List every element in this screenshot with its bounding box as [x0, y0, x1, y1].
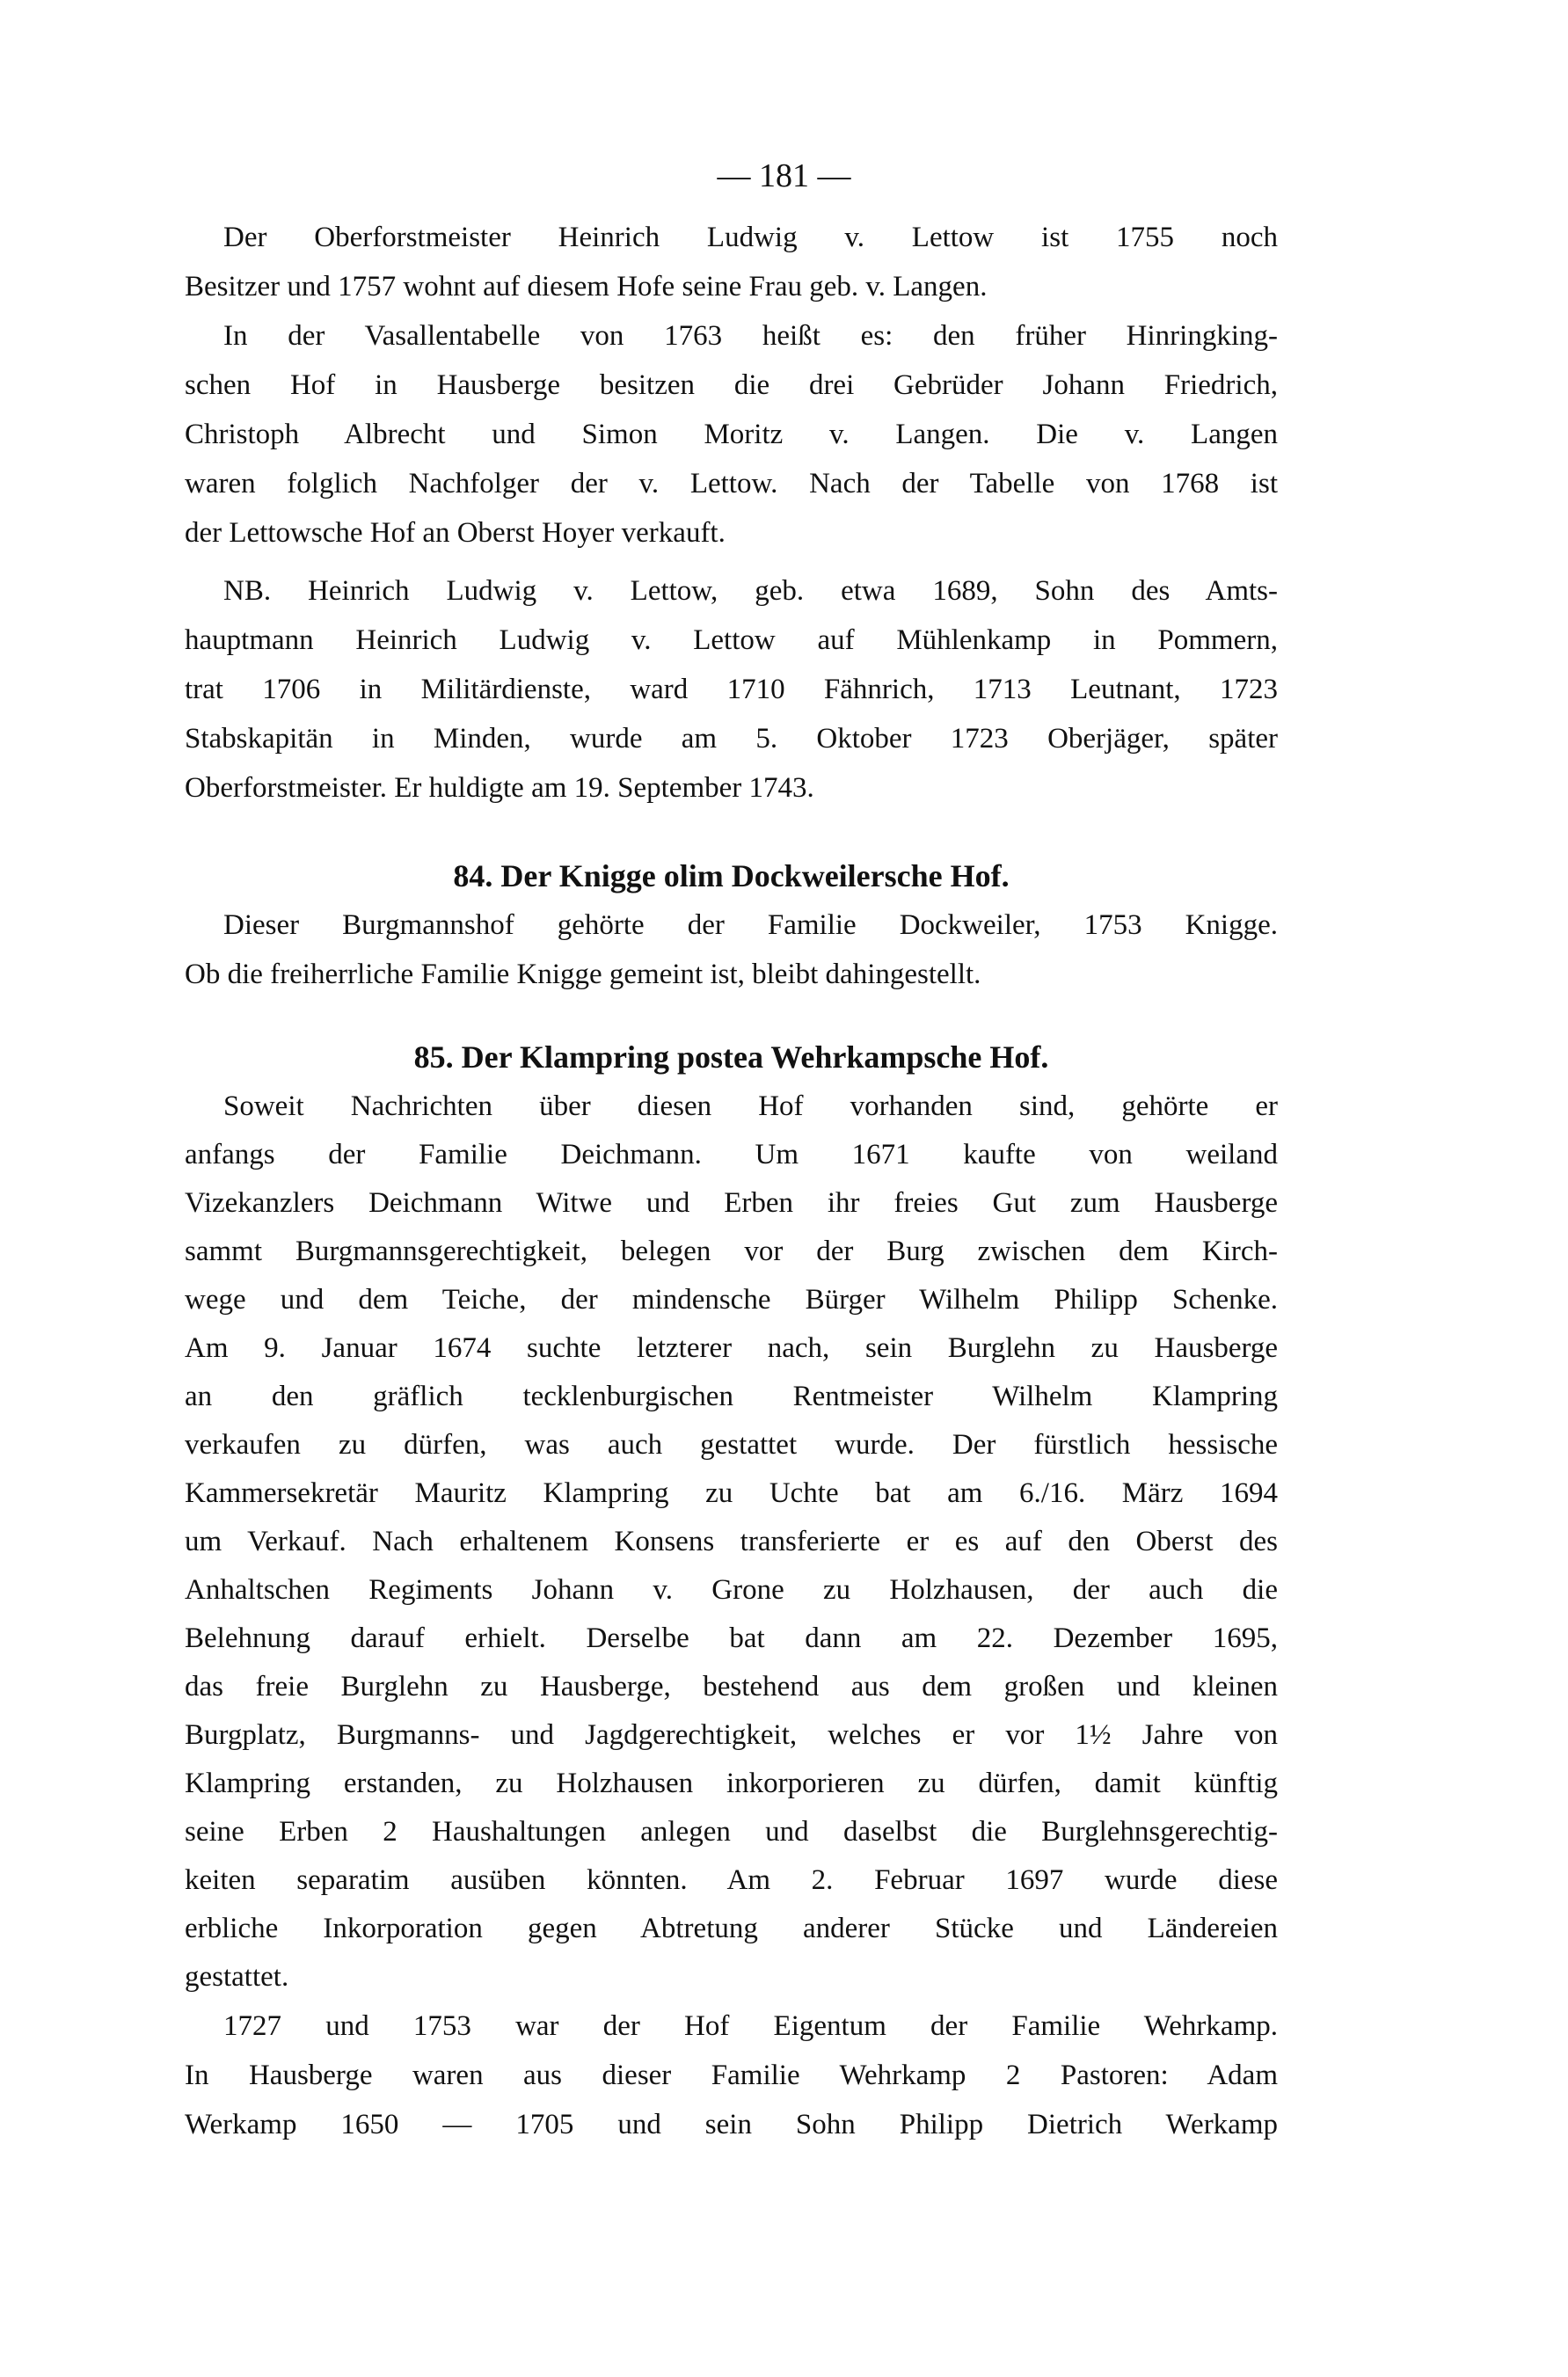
text-line: erbliche Inkorporation gegen Abtretung anderer Stücke und Ländereien	[185, 1913, 1278, 1944]
paragraph-wehrkamp	[185, 2001, 1278, 2149]
text-line: gestattet.	[185, 1961, 289, 1993]
text-line: hauptmann Heinrich Ludwig v. Lettow auf Mühlenkamp in Pommern,	[185, 624, 1278, 656]
text-line: Klampring erstanden, zu Holzhausen inkorporieren zu dürfen, damit künftig	[185, 1768, 1278, 1799]
text-line: seine Erben 2 Haushaltungen anlegen und daselbst die Burglehnsgerechtig-	[185, 1816, 1278, 1848]
page-number: — 181 —	[717, 157, 851, 194]
text-line: wege und dem Teiche, der mindensche Bürger Wilhelm Philipp Schenke.	[185, 1284, 1278, 1316]
text-line: Kammersekretär Mauritz Klampring zu Uchte bat am 6./16. März 1694	[185, 1477, 1278, 1509]
text-line: Vizekanzlers Deichmann Witwe und Erben ihr freies Gut zum Hausberge	[185, 1187, 1278, 1219]
section-heading-85: 85. Der Klampring postea Wehrkampsche Hof.	[413, 1039, 1049, 1075]
text-line: anfangs der Familie Deichmann. Um 1671 kaufte von weiland	[185, 1139, 1278, 1170]
paragraph-vasallentabelle	[185, 311, 1278, 558]
paragraph-klampring	[185, 1083, 1278, 2001]
text-line: Christoph Albrecht und Simon Moritz v. Langen. Die v. Langen	[185, 419, 1278, 450]
text-line: schen Hof in Hausberge besitzen die drei Gebrüder Johann Friedrich,	[185, 369, 1278, 401]
section-heading-84: 84. Der Knigge olim Dockweilersche Hof.	[453, 858, 1010, 893]
paragraph-lettow-owner	[185, 213, 1278, 311]
paragraph-nota-bene	[185, 566, 1278, 813]
text-line: In Hausberge waren aus dieser Familie Wehrkamp 2 Pastoren: Adam	[185, 2060, 1278, 2091]
text-line: NB. Heinrich Ludwig v. Lettow, geb. etwa 1689, Sohn des Amts-	[223, 575, 1278, 607]
text-line: keiten separatim ausüben könnten. Am 2. Februar 1697 wurde diese	[185, 1864, 1278, 1896]
text-line: um Verkauf. Nach erhaltenem Konsens transferierte er es auf den Oberst des	[185, 1526, 1278, 1557]
text-line: Werkamp 1650 — 1705 und sein Sohn Philipp Dietrich Werkamp	[185, 2109, 1278, 2140]
text-line: Soweit Nachrichten über diesen Hof vorhanden sind, gehörte er	[223, 1090, 1278, 1122]
text-line: sammt Burgmannsgerechtigkeit, belegen vor der Burg zwischen dem Kirch-	[185, 1236, 1278, 1267]
text-line: trat 1706 in Militärdienste, ward 1710 Fähnrich, 1713 Leutnant, 1723	[185, 674, 1278, 705]
text-line: Am 9. Januar 1674 suchte letzterer nach, sein Burglehn zu Hausberge	[185, 1332, 1278, 1364]
text-line: verkaufen zu dürfen, was auch gestattet wurde. Der fürstlich hessische	[185, 1429, 1278, 1461]
text-line: Anhaltschen Regiments Johann v. Grone zu Holzhausen, der auch die	[185, 1574, 1278, 1606]
text-line: waren folglich Nachfolger der v. Lettow. Nach der Tabelle von 1768 ist	[185, 468, 1278, 499]
text-line: Stabskapitän in Minden, wurde am 5. Oktober 1723 Oberjäger, später	[185, 723, 1278, 755]
text-line: Burgplatz, Burgmanns- und Jagdgerechtigkeit, welches er vor 1½ Jahre von	[185, 1719, 1278, 1751]
text-line: 1727 und 1753 war der Hof Eigentum der Familie Wehrkamp.	[223, 2010, 1278, 2042]
paragraph-knigge	[185, 900, 1278, 999]
text-line: Besitzer und 1757 wohnt auf diesem Hofe seine Frau geb. v. Langen.	[185, 271, 988, 303]
text-line: der Lettowsche Hof an Oberst Hoyer verkauft.	[185, 517, 726, 549]
text-line: das freie Burglehn zu Hausberge, bestehend aus dem großen und kleinen	[185, 1671, 1278, 1703]
text-line: Der Oberforstmeister Heinrich Ludwig v. Lettow ist 1755 noch	[223, 222, 1278, 253]
text-line: In der Vasallentabelle von 1763 heißt es: den früher Hinringking-	[223, 320, 1278, 352]
text-line: Belehnung darauf erhielt. Derselbe bat dann am 22. Dezember 1695,	[185, 1622, 1278, 1654]
text-line: an den gräflich tecklenburgischen Rentmeister Wilhelm Klampring	[185, 1381, 1278, 1412]
text-line: Dieser Burgmannshof gehörte der Familie Dockweiler, 1753 Knigge.	[223, 909, 1278, 941]
text-line: Ob die freiherrliche Familie Knigge gemeint ist, bleibt dahingestellt.	[185, 959, 981, 990]
text-line: Oberforstmeister. Er huldigte am 19. September 1743.	[185, 772, 814, 804]
